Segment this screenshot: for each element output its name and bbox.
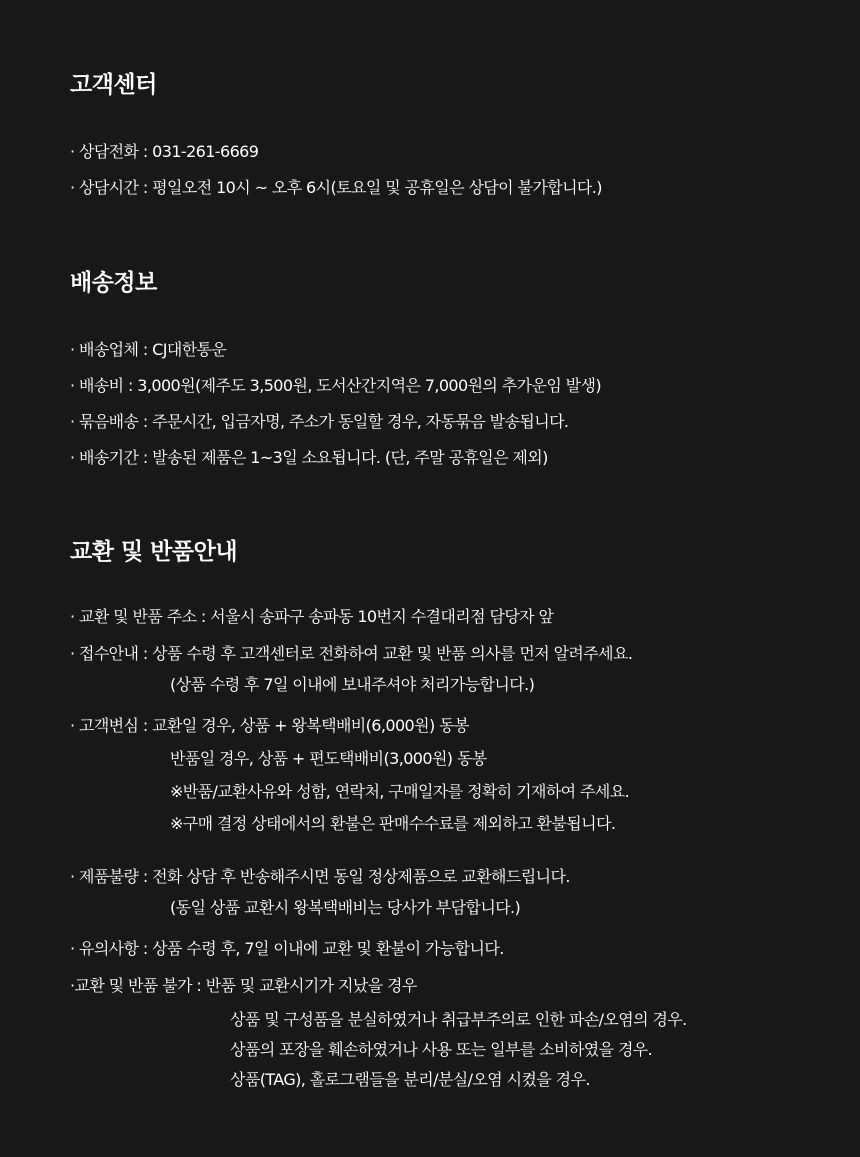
notice-line: · 유의사항 : 상품 수령 후, 7일 이내에 교환 및 환불이 가능합니다. xyxy=(70,939,504,958)
process-line: · 접수안내 : 상품 수령 후 고객센터로 전화하여 교환 및 반품 의사를 먼저 알려주세요. xyxy=(70,644,633,663)
change-of-mind-refund-line: ※구매 결정 상태에서의 환불은 판매수수료를 제외하고 환불됩니다. xyxy=(170,814,616,833)
customer-center-heading: 고객센터 xyxy=(70,72,157,98)
unavailable-line-3: 상품의 포장을 훼손하였거나 사용 또는 일부를 소비하였을 경우. xyxy=(230,1040,653,1059)
change-of-mind-note-line: ※반품/교환사유와 성함, 연락처, 구매일자를 정확히 기재하여 주세요. xyxy=(170,782,630,801)
shipping-period-line: · 배송기간 : 발송된 제품은 1~3일 소요됩니다. (단, 주말 공휴일은 제외) xyxy=(70,448,548,467)
returns-heading: 교환 및 반품안내 xyxy=(70,539,238,565)
shipping-heading: 배송정보 xyxy=(70,270,157,296)
defect-note-line: (동일 상품 교환시 왕복택배비는 당사가 부담합니다.) xyxy=(170,898,521,917)
process-note-line: (상품 수령 후 7일 이내에 보내주셔야 처리가능합니다.) xyxy=(170,675,535,694)
carrier-line: · 배송업체 : CJ대한통운 xyxy=(70,340,227,359)
change-of-mind-line: · 고객변심 : 교환일 경우, 상품 + 왕복택배비(6,000원) 동봉 xyxy=(70,716,469,735)
phone-line: · 상담전화 : 031-261-6669 xyxy=(70,142,259,161)
unavailable-line-4: 상품(TAG), 홀로그램들을 분리/분실/오염 시켰을 경우. xyxy=(230,1070,590,1089)
return-address-line: · 교환 및 반품 주소 : 서울시 송파구 송파동 10번지 수결대리점 담당자 앞 xyxy=(70,607,554,626)
shipping-fee-line: · 배송비 : 3,000원(제주도 3,500원, 도서산간지역은 7,000원의 추가운임 발생) xyxy=(70,376,602,395)
unavailable-line-2: 상품 및 구성품을 분실하였거나 취급부주의로 인한 파손/오염의 경우. xyxy=(230,1010,687,1029)
bundle-shipping-line: · 묶음배송 : 주문시간, 입금자명, 주소가 동일할 경우, 자동묶음 발송됩니다. xyxy=(70,412,569,431)
unavailable-line: ·교환 및 반품 불가 : 반품 및 교환시기가 지났을 경우 xyxy=(70,976,417,995)
hours-line: · 상담시간 : 평일오전 10시 ~ 오후 6시(토요일 및 공휴일은 상담이 불가합니다.) xyxy=(70,178,602,197)
change-of-mind-return-line: 반품일 경우, 상품 + 편도택배비(3,000원) 동봉 xyxy=(170,749,487,768)
defect-line: · 제품불량 : 전화 상담 후 반송해주시면 동일 정상제품으로 교환해드립니다. xyxy=(70,867,570,886)
